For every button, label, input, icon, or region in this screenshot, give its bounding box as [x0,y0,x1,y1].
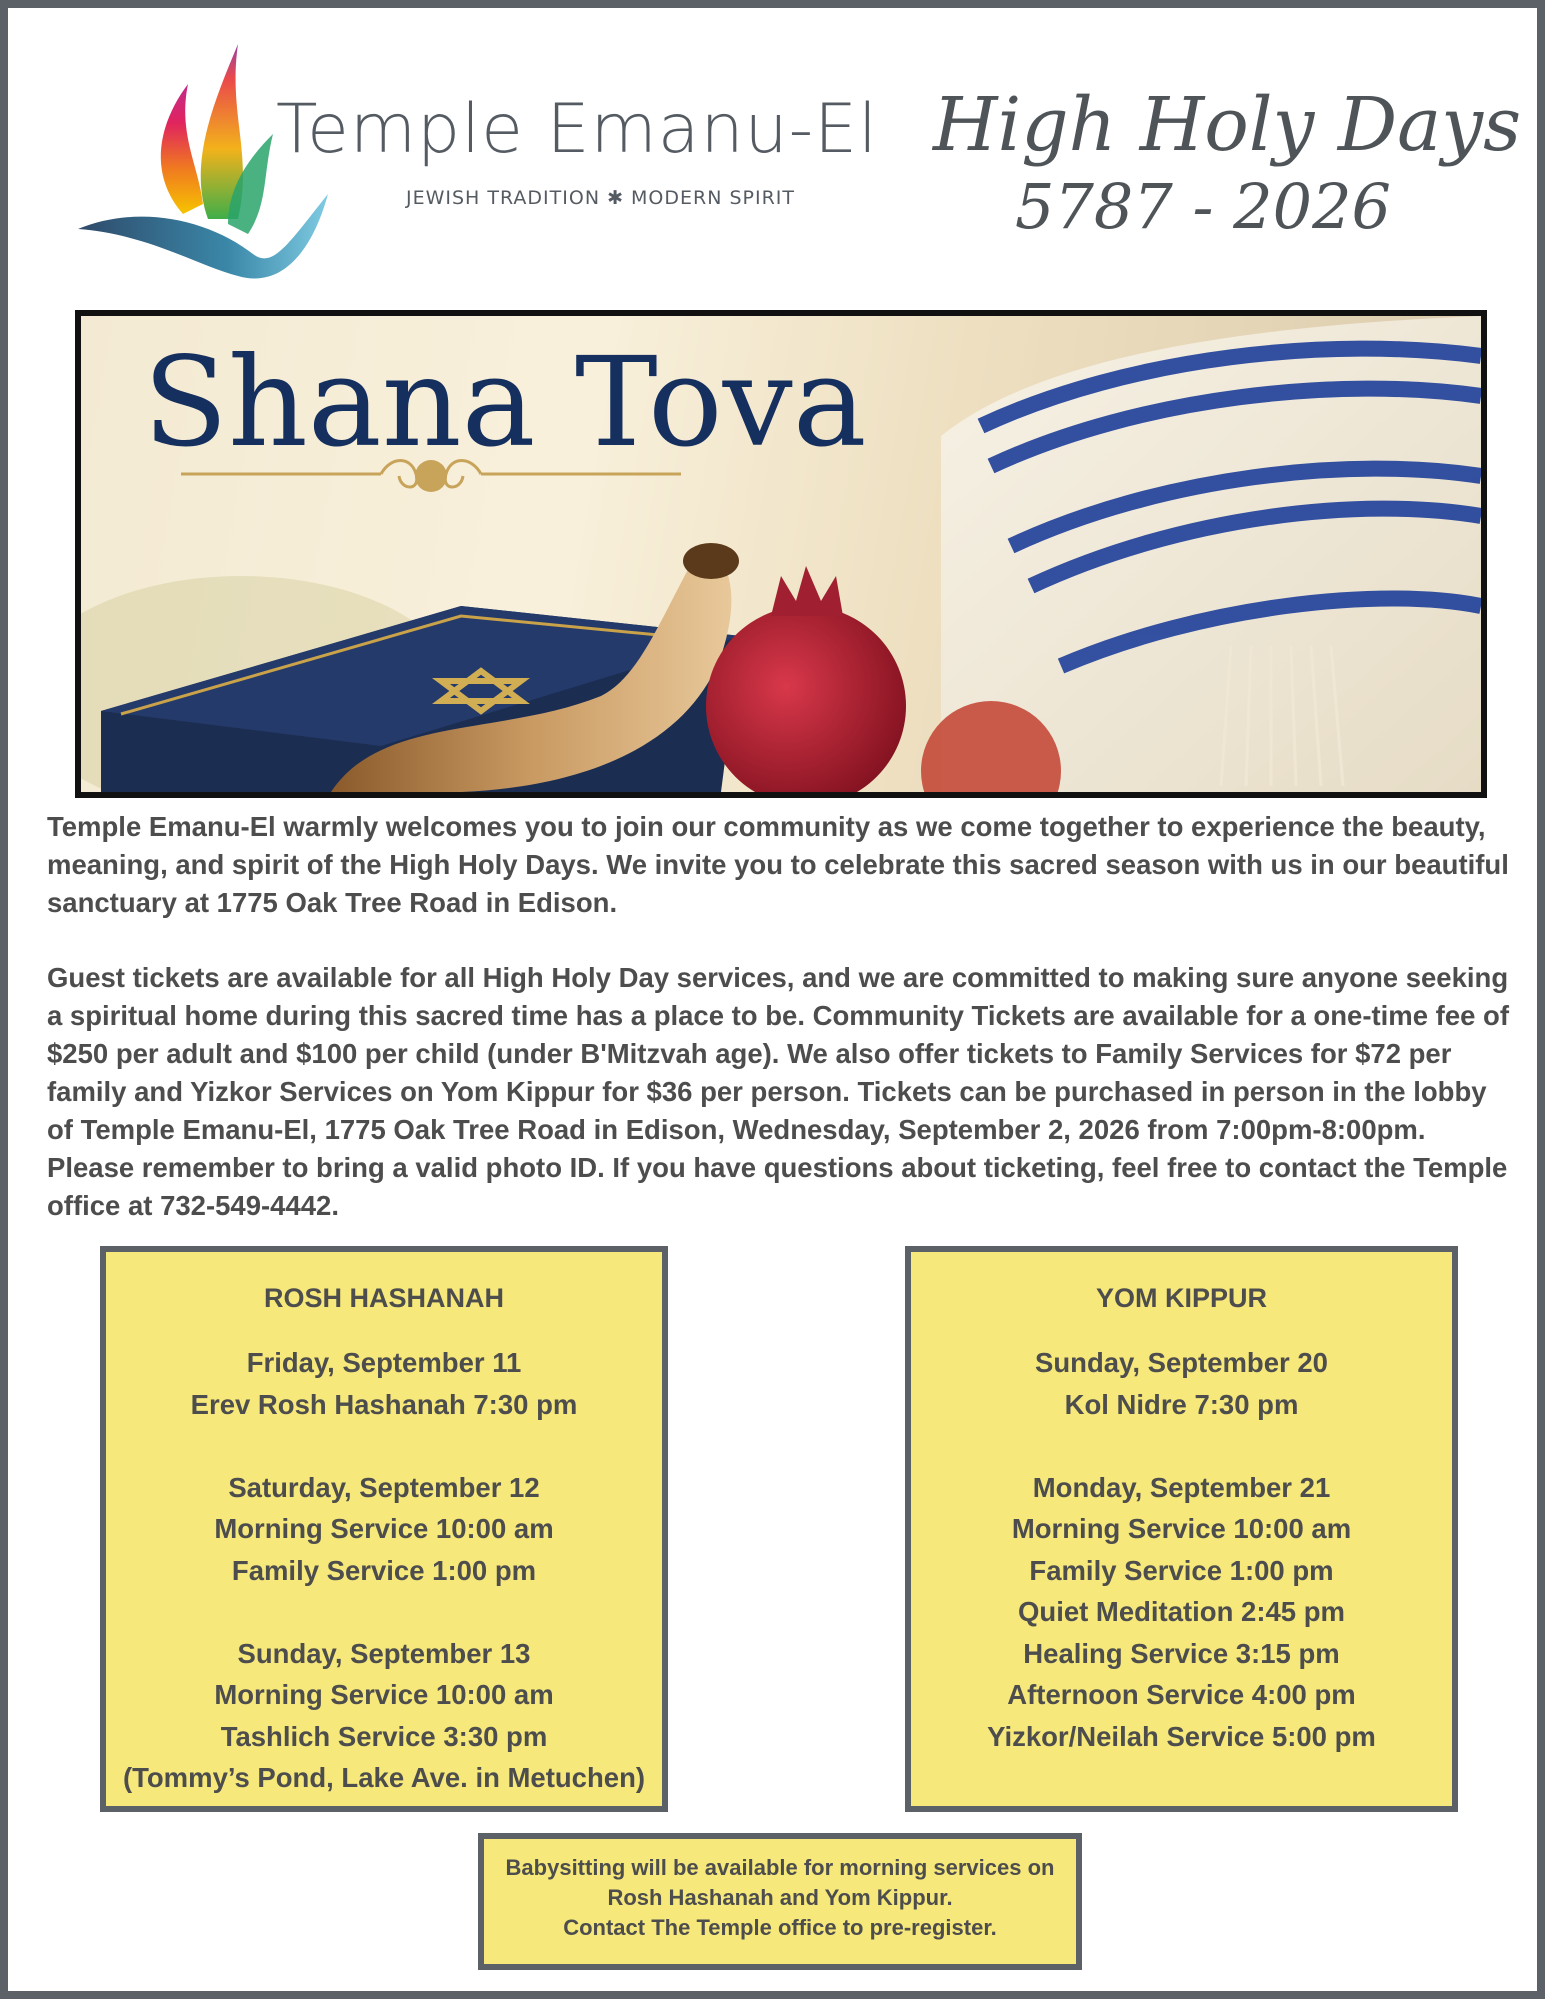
rosh-hashanah-title: ROSH HASHANAH [263,1283,504,1313]
page-year: 5787 - 2026 [1015,170,1391,243]
tickets-paragraph: Guest tickets are available for all High Holy Day services, and we are committed to making sure anyone seeking a spiritual home during this sacred time has a place to be. Community Tickets are available for a one-time fee of $250 per adult and $100 per child (under B'Mitzvah age). We also offer tickets to Family Services for $72 per family and Yizkor Services on Yom Kippur for $36 per person. Tickets can be purchased in person in the lobby of Temple Emanu-El, 1775 Oak Tree Road in Edison, Wednesday, September 2, 2026 from 7:00pm-8:00pm. Please remember to bring a valid photo ID. If you have questions about ticketing, feel free to contact the Temple office at 732-549-4442. [47,962,1509,1221]
organization-name: Temple Emanu-El [276,90,879,169]
schedule-service: Family Service 1:00 pm [1029,1554,1334,1586]
yom-kippur-title: YOM KIPPUR [1095,1283,1268,1313]
schedule-service: Erev Rosh Hashanah 7:30 pm [190,1388,578,1420]
organization-tagline: JEWISH TRADITION ✱ MODERN SPIRIT [406,187,796,209]
babysitting-line: Rosh Hashanah and Yom Kippur. [607,1885,953,1910]
schedule-date: Monday, September 21 [1032,1471,1331,1503]
babysitting-line: Babysitting will be available for morning services on [505,1855,1055,1880]
babysitting-line: Contact The Temple office to pre-register. [563,1915,997,1940]
schedule-date: Sunday, September 13 [237,1637,531,1669]
yom-kippur-schedule [905,1246,1458,1812]
schedule-service: Morning Service 10:00 am [214,1513,554,1544]
schedule-service: Yizkor/Neilah Service 5:00 pm [987,1720,1376,1752]
schedule-service: Morning Service 10:00 am [214,1679,554,1710]
babysitting-notice [478,1833,1082,1970]
schedule-service: Family Service 1:00 pm [231,1554,537,1586]
page-title: High Holy Days [933,82,1522,168]
schedule-service: Tashlich Service 3:30 pm [220,1720,548,1752]
rosh-hashanah-schedule [100,1246,668,1812]
schedule-service: Quiet Meditation 2:45 pm [1018,1596,1345,1627]
schedule-note: (Tommy’s Pond, Lake Ave. in Metuchen) [122,1762,646,1793]
schedule-service: Afternoon Service 4:00 pm [1007,1679,1356,1710]
schedule-date: Sunday, September 20 [1035,1347,1328,1378]
schedule-service: Kol Nidre 7:30 pm [1064,1388,1299,1420]
schedule-date: Saturday, September 12 [228,1471,540,1503]
banner-title: Shana Tova [143,331,867,475]
intro-paragraph: Temple Emanu-El warmly welcomes you to join our community as we come together to experience the beauty, meaning, and spirit of the High Holy Days. We invite you to celebrate this sacred season with us in our beautiful sanctuary at 1775 Oak Tree Road in Edison. [47,811,1509,918]
schedule-service: Healing Service 3:15 pm [1023,1637,1340,1669]
schedule-service: Morning Service 10:00 am [1011,1513,1352,1544]
shana-tova-banner [75,310,1487,798]
schedule-date: Friday, September 11 [246,1347,522,1378]
